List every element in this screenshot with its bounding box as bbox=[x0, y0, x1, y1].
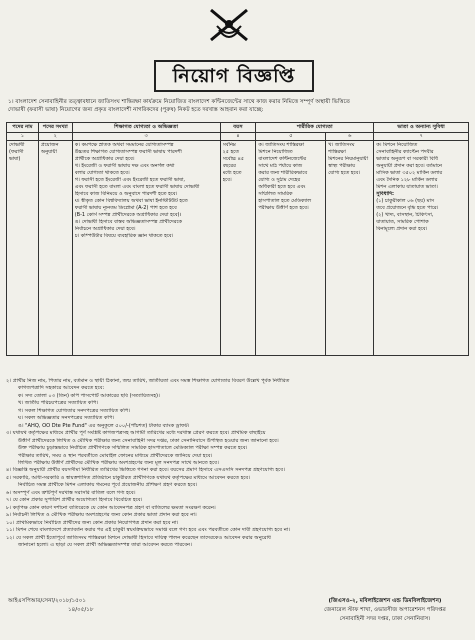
col-number: ১ bbox=[7, 133, 39, 141]
signatory-line: জেনারেল স্টাফ শাখা, ওভারসীজ অপারেশনস পরিদপ্তর bbox=[324, 607, 446, 613]
cell-line: পরীক্ষায় উত্তীর্ণ হতে হবে। bbox=[258, 205, 309, 211]
col-number: ৭ bbox=[374, 133, 469, 141]
intro-text bbox=[8, 98, 468, 114]
benefits-cell bbox=[374, 141, 469, 356]
cell-line: (B-1 কোর্স সম্পন্ন প্রার্থীদেরকে অগ্রাধিকার দেয়া হবে)। bbox=[74, 212, 182, 218]
cell-line: সাথে মাঠ পর্যায়ে কাজ bbox=[258, 163, 303, 169]
note-item: ২। প্রার্থীর নিজ নাম, পিতার নাম, বর্তমান ও স্থায়ী ঠিকানা, জন্ম তারিখ, জাতীয়তা এবং সমস্ত শিক্ষাগত যোগ্যতার বিবরণ উল্লেখ পূর্বক নির্ধারিত bbox=[6, 378, 290, 384]
note-item: ৭। যে কোন প্রকার সুপারিশ প্রার্থীর অযোগ্যতা হিসাবে বিবেচিত হবে। bbox=[6, 497, 143, 504]
cell-line: এবং দৈনিক ১২৮ মার্কিন ডলার bbox=[376, 177, 438, 183]
cell-line: খ। জাতিসংঘ bbox=[328, 142, 355, 148]
cell-line: যোগ্য হতে হবে। bbox=[328, 170, 361, 176]
cell-line: হাসপাতাল হতে মেডিক্যাল bbox=[258, 198, 312, 204]
intro-line: দোভাষী (ফরাসী ভাষা) নিয়োগের জন্য প্রকৃত বাংলাদেশী নাগরিকদের (পুরুষ) নিকট হতে দরখাস্ত আহবান করা যাচ্ছে: bbox=[8, 107, 264, 113]
notice-title: নিয়োগ বিজ্ঞপ্তি bbox=[154, 60, 314, 92]
cell-line: অধিকারী হতে হবে এবং bbox=[258, 184, 306, 190]
header-physical: শারীরিক যোগ্যতা bbox=[256, 123, 374, 133]
note-item: ৮। কর্তৃপক্ষ কোন কারণ দর্শানো ব্যতিরেকে যে কোন আবেদনপত্র গ্রহণ বা বাতিলের ক্ষমতা সংরক্ষণ করেন। bbox=[6, 504, 216, 511]
note-item: পরীক্ষার তারিখ, সময় ও স্থান পরবর্তীতে মোবাইল ফোনের মাধ্যমে প্রার্থীদেরকে জানিয়ে দেয়া হবে। bbox=[18, 452, 213, 459]
cell-line: উচ্চতর শিক্ষাগত যোগ্যতাসম্পন্ন ফরাসী ভাষায় পারদর্শী bbox=[74, 149, 182, 155]
cell-line: শান্তিরক্ষা bbox=[328, 149, 346, 155]
cell-line: ক। জাতিসংঘ শান্তিরক্ষা bbox=[258, 142, 305, 148]
cell-line: মিশন এলাকায় যাতায়াত ভাতা। bbox=[376, 184, 438, 190]
cell-line: তবে প্রয়োজনে বৃদ্ধি হতে পারে। bbox=[376, 205, 439, 211]
qualifications-cell bbox=[72, 141, 220, 356]
note-item: উক্ত পরীক্ষায় চূড়ান্তভাবে নির্বাচিত প্রার্থীগণকে সম্মিলিত সামরিক হাসপাতালে মেডিক্যাল পরীক্ষা সম্পন্ন করতে হবে। bbox=[18, 445, 248, 452]
cell-line: (১) চাকুরীকাল ০৬ (ছয়) মাস bbox=[376, 198, 435, 204]
note-item: লিখিত পরীক্ষায় উত্তীর্ণ প্রার্থীদের মৌখিক পরীক্ষায় অংশগ্রহণের জন্য মূল সনদপত্র সাথে আনতে হবে। bbox=[18, 459, 219, 466]
cell-line: গ। ফরাসী হতে ইংরেজী এবং ইংরেজী হতে ফরাসী ভাষা, bbox=[74, 177, 185, 183]
note-item: উত্তীর্ণ প্রার্থীদেরকে লিখিত ও মৌখিক পরীক্ষার জন্য সেনাবাহিনী সদর দপ্তর, ঢাকা সেনানিবাসে উপস্থিত হওয়ার জন্য জানানো হবে। bbox=[18, 437, 279, 444]
cell-line: প্রয়োজন bbox=[40, 142, 59, 148]
cell-line: মিশনে নিয়োজিত bbox=[258, 149, 293, 155]
note-item: ৯। নির্বাচনী লিখিত ও মৌখিক পরীক্ষায় অংশগ্রহণের জন্য কোন প্রকার ভাতা প্রদান করা হবে না। bbox=[6, 512, 197, 519]
cell-line: (২) খাদ্য, বাসস্থান, চিকিৎসা, bbox=[376, 212, 434, 218]
cell-line: প্রার্থীকে অগ্রাধিকার দেয়া হবে। bbox=[74, 156, 135, 162]
table-header-row bbox=[7, 123, 469, 133]
header-benefits: ভাতা ও অন্যান্য সুবিধা bbox=[374, 123, 469, 133]
note-item: ৪। বিজ্ঞপ্তি অনুযায়ী প্রার্থীর বয়সসীমা নির্ধারিত তারিখের ভিত্তিতে গণনা করা হবে। বয়সের প্রমাণ হিসাবে এসএসসি সনদপত্র গ্রহণযোগ্য হবে। bbox=[6, 467, 285, 474]
note-item: ৩। যথাযথ কর্তৃপক্ষের মাধ্যমে প্রার্থীর পূর্ণ সংশ্লিষ্ট কাগজপত্রসহ আগামী তারিখের মধ্যে দরখাস্ত প্রেরণ করতে হবে। প্রাথমিক বাছাইয়ে bbox=[6, 430, 266, 437]
table-number-row bbox=[7, 133, 469, 141]
col-number: ৩ bbox=[72, 133, 220, 141]
notes-section bbox=[6, 378, 469, 549]
cell-line: ভাতার অনুরূপ বা সরকারী বিধি bbox=[376, 156, 438, 162]
header-qualifications: শিক্ষাগত যোগ্যতা ও অভিজ্ঞতা bbox=[72, 123, 220, 133]
cell-line: অনুযায়ী প্রদান করা হবে। বর্তমানে bbox=[376, 163, 443, 169]
cell-line: চ। কম্পিউটার বিষয়ে ব্যবহারিক জ্ঞান থাকতে হবে। bbox=[74, 233, 174, 239]
cell-line: বলার যোগ্যতা থাকতে হবে। bbox=[74, 170, 130, 176]
cell-line: করার জন্য শারীরিকভাবে bbox=[258, 170, 308, 176]
reference-block bbox=[8, 597, 158, 615]
physical-cell bbox=[256, 141, 326, 356]
note-item: গ। সকল শিক্ষাগত যোগ্যতার সনদপত্রের সত্যায়িত কপি। bbox=[18, 407, 131, 414]
note-item: নির্বাচিত সমস্ত প্রার্থীকে মিশন এলাকায় গমনের পূর্বে প্রয়োজনীয় প্রশিক্ষণ গ্রহণ করতে হবে। bbox=[18, 482, 198, 489]
cell-line: সর্বনিম্ন bbox=[222, 142, 236, 148]
cell-line: খ। ইংরেজী ও ফরাসী ভাষায় দক্ষ এবং অনর্গল কথা bbox=[74, 163, 175, 169]
cell-line: ক। মিশনে নিয়োজিত bbox=[376, 142, 418, 148]
reference-date: ১৪/০৫/১৮ bbox=[68, 607, 94, 613]
cell-line: ঘ। স্বীকৃত কোন বিশ্ববিদ্যালয় অথবা ভাষা ইনস্টিটিউট হতে bbox=[74, 198, 188, 204]
cell-line: অনুযায়ী bbox=[40, 149, 57, 155]
note-item: ১১। মিশন শেষে বাংলাদেশে প্রত্যাবর্তন করার পর এই চাকুরী স্বয়ংক্রিয়ভাবে সমাপ্ত বলে গণ্য হবে এবং পরবর্তীতে কোন দাবী গ্রহণযোগ্য হবে না। bbox=[6, 527, 291, 534]
cell-line: বাংলাদেশ কন্টিনজেন্টের bbox=[258, 156, 307, 162]
table-row bbox=[7, 141, 469, 356]
header-post-count: পদের সংখ্যা bbox=[38, 123, 72, 133]
cell-line: বিনামূল্যে প্রদান করা হবে। bbox=[376, 226, 428, 232]
cell-line: ঙ। দোভাষী হিসাবে বাস্তব অভিজ্ঞতাসম্পন্ন প্রার্থীদেরকে bbox=[74, 219, 182, 225]
cell-line: ফরাসী ভাষায় ন্যূনতম ডিপ্লোমা (A-2) পাশ হতে হবে bbox=[74, 205, 177, 211]
signatory-block bbox=[300, 597, 470, 624]
cell-line: সুবিধাদি: bbox=[376, 191, 395, 197]
note-item: ঘ। সকল অভিজ্ঞতার সনদপত্রের সত্যায়িত কপি। bbox=[18, 415, 115, 422]
col-number: ৫ bbox=[256, 133, 326, 141]
cell-line: যাতায়াত, সামরিক পোশাক bbox=[376, 219, 429, 225]
cell-line: (ফরাসী bbox=[9, 149, 24, 155]
cell-line: হবে। bbox=[222, 177, 232, 183]
reference-number: আইএসপিআর/সেনা/২০১৮/১৫০১ bbox=[8, 598, 87, 604]
intro-line: ১। বাংলাদেশ সেনাবাহিনীর তত্ত্বাবধানে জাতিসংঘ শান্তিরক্ষা কার্যক্রমে নিয়োজিত বাংলাদেশ কন্টিনজেন্টের সাথে কাজ করার নিমিত্তে সম্পূর্ণ অস্থায়ী ভিত্তিতে bbox=[8, 99, 350, 105]
note-item: ১২। যে সকল প্রার্থী ইতোপূর্বে জাতিসংঘ শান্তিরক্ষা মিশনে দোভাষী হিসাবে দায়িত্ব পালন করেছেন তাদেরকেও আবেদন করার অনুরোধ bbox=[6, 534, 271, 541]
note-item: খ। জাতীয় পরিচয়পত্রের সত্যায়িত কপি। bbox=[18, 400, 99, 407]
recruitment-table bbox=[6, 122, 469, 356]
note-item: ক। সদ্য তোলা ০৩ (তিন) কপি পাসপোর্ট আকারের ছবি (সত্যায়িতসহ)। bbox=[18, 392, 160, 399]
cell-line: হিসাবে কাজ বিনিময়ে ও অনুবাদে পারদর্শী হতে হবে। bbox=[74, 191, 178, 197]
cell-line: সেনাবাহিনীর ক্যাপ্টেন পদবীর bbox=[376, 149, 434, 155]
cell-line: নির্বাচনে অগ্রাধিকার দেয়া হবে। bbox=[74, 226, 136, 232]
post-name-cell bbox=[7, 141, 39, 356]
signatory-line: (জিএসও-২, মবিলাইজেশন এন্ড ডিমবিলাইজেশন) bbox=[328, 598, 442, 604]
note-item: কাগজপত্রাদি সহকারে আবেদন করতে হবে: bbox=[18, 385, 105, 392]
header-post-name: পদের নাম bbox=[7, 123, 39, 133]
cell-line: দোভাষী bbox=[9, 142, 25, 148]
signatory-line: সেনাবাহিনী সদর দপ্তর, ঢাকা সেনানিবাস। bbox=[339, 616, 431, 622]
note-item: ৫। সরকারি, আধা-সরকারি ও স্বায়ত্তশাসিত প্রতিষ্ঠানে চাকুরীরত প্রার্থীগণকে যথাযথ কর্তৃপক্ষের মাধ্যমে আবেদন করতে হবে। bbox=[6, 474, 251, 481]
cell-line: সর্বোচ্চ ৪৫ bbox=[222, 156, 245, 162]
header-age: বয়স bbox=[220, 123, 256, 133]
note-item: ৬। অসম্পূর্ণ এবং ত্রুটিপূর্ণ দরখাস্ত সরাসরি বাতিল বলে গণ্য হবে। bbox=[6, 489, 136, 496]
cell-line: ভাষা) bbox=[9, 156, 21, 162]
col-number: ২ bbox=[38, 133, 72, 141]
col-number: ৪ bbox=[220, 133, 256, 141]
cell-line: স্বাস্থ্য পরীক্ষায় bbox=[328, 163, 356, 169]
crossed-swords-emblem-icon bbox=[203, 6, 255, 46]
cell-line: সম্মিলিত সামরিক bbox=[258, 191, 293, 197]
cell-line: ক। কমপক্ষে স্নাতক অথবা সমমানের যোগ্যতাসম্পন্ন bbox=[74, 142, 174, 148]
medical-cell bbox=[326, 141, 374, 356]
note-item: জানানো হলো। এ ছাড়া যে সকল প্রার্থী অভিজ্ঞতাসম্পন্ন তারা আবেদন করতে পারবেন। bbox=[18, 541, 192, 548]
cell-line: বছরের bbox=[222, 163, 236, 169]
cell-line: মিশনের নিয়মানুযায়ী bbox=[328, 156, 369, 162]
cell-line: মধ্যে হতে bbox=[222, 170, 242, 176]
cell-line: মাসিক ভাতা ৩৫০২ মার্কিন ডলার bbox=[376, 170, 443, 176]
age-cell bbox=[220, 141, 256, 356]
cell-line: এবং ফরাসী হতে বাংলা এবং বাংলা হতে ফরাসী ভাষায় দোভাষী bbox=[74, 184, 200, 190]
cell-line: যোগ্য ও সুঠাম দেহের bbox=[258, 177, 301, 183]
col-number: ৬ bbox=[326, 133, 374, 141]
note-item: ঙ। "AHQ, OO Dte Pte Fund" এর অনুকূলে ৫০০/-(পাঁচশত) টাকার ব্যাংক ড্রাফট। bbox=[18, 422, 190, 429]
note-item: ১০। প্রাথমিকভাবে নির্বাচিত প্রার্থীদের জন্য কোন প্রকার নিয়োগপত্র প্রদান করা হবে না। bbox=[6, 519, 179, 526]
cell-line: ২৫ হতে bbox=[222, 149, 239, 155]
post-count-cell bbox=[38, 141, 72, 356]
